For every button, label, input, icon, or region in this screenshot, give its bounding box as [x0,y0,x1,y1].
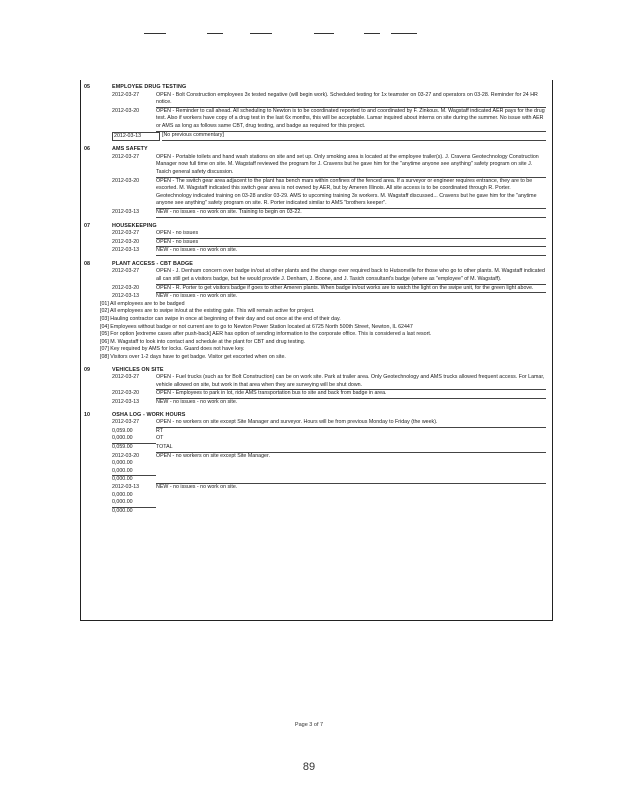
log-entry [112,209,546,218]
hours-row [112,435,546,444]
entry-date: 2012-03-20 [112,390,140,397]
hours-type: OT [156,435,164,442]
section-number: 05 [84,84,90,90]
entry-text: NEW - no issues - no work on site. [156,398,238,405]
section-number: 08 [84,260,90,267]
log-entry [112,453,546,461]
section-number: 06 [84,146,90,153]
hours-value: 0,000.00 [112,435,156,444]
entry-date: 2012-03-20 [112,177,140,184]
log-entry [112,230,546,239]
section-plant-access [84,261,546,362]
hours-row [112,492,546,500]
entry-date: 2012-03-20 [112,107,140,114]
hours-row [112,444,546,453]
page-number: 89 [302,761,316,773]
rule-item: [05] For option [extreme cases after push-back] AER has option of sending information to the corporate office. This is considered a last resort. [100,331,432,338]
entry-date: 2012-03-27 [112,230,140,237]
rule-item: [02] All employees are to swipe in/out at the existing gate. This will remain active for project. [100,308,315,315]
section-housekeeping [84,223,546,256]
log-entry [112,154,546,178]
rule-item: [03] Hauling contractor can swipe in once at beginning of their day and out once at the end of their day. [100,316,341,323]
section-number: 09 [84,366,90,373]
entry-date: 2012-03-20 [112,452,140,459]
entry-date: 2012-03-20 [112,238,140,245]
rule-item: [04] Employees without badge or not current are to go to Newton Power Station located at 6725 North 500th Street, Newton, IL 62447 [100,323,413,330]
rule-item: [07] Key required by AMS for locks. Guard does not have key. [100,346,245,353]
section-number: 10 [84,411,90,418]
log-entry [112,285,546,294]
section-osha-log [84,412,546,516]
hours-type [156,468,546,477]
section-vehicles-on-site [84,367,546,407]
log-entry [112,268,546,284]
hours-type: RT [156,427,163,434]
hours-type [156,476,546,484]
section-title: HOUSEKEEPING [112,222,157,229]
entry-text: OPEN - The switch gear area adjacent to the plant has bench mars within confines of the fenced area. If a surveyor or engineer requires entrance, they are to be escorted. M. Wagstaff indicated this switch gear area is not owned by AER, but by Ameren Illinois. All site access is to be coordinated through R. Porter. Geotechnology indicated training on 03-28 and/or 03-29. AMS to upcoming training 3x workers. M. Wagstaff discussed... Cravens but he gave him for the "anytime anyone see anything" safety program on site. R. Porter indicated similar to AMS "brothers keeper". [156,178,546,209]
hours-value: 0,000.00 [112,507,133,514]
access-rules-list [100,301,546,362]
hours-type: TOTAL [156,444,546,453]
rule-item: [06] M. Wagstaff to look into contact and schedule at the plant for CBT and drug testing. [100,338,306,345]
hours-row [112,460,546,468]
entry-text: [No previous commentary] [162,132,546,142]
hours-value: 0,059.00 [112,427,133,434]
entry-text: NEW - no issues - no work on site. [156,247,546,256]
hours-value: 0,000.00 [112,460,133,467]
entry-date: 2012-03-20 [112,284,140,291]
entry-date: 2012-03-13 [112,208,140,215]
log-entry [112,293,546,301]
header-redaction-marks [0,33,618,35]
entry-date: 2012-03-13 [112,398,140,405]
entry-date: 2012-03-13 [112,132,160,142]
log-entry [112,399,546,407]
section-title: EMPLOYEE DRUG TESTING [112,84,187,90]
entry-text: OPEN - R. Porter to get visitors badge if goes to other Ameren plants. When badge in/out works are to watch the light on the swipe unit, for the green light above. [156,285,546,294]
hours-type [156,499,546,508]
rule-item: [08] Visitors over 1-2 days have to get badge. Visitor get escorted when on site. [100,354,286,360]
hours-value: 0,000.00 [112,468,156,477]
page-of-label: Page 3 of 7 [294,722,324,728]
entry-text: OPEN - no issues [156,239,546,248]
entry-date: 2012-03-27 [112,153,140,160]
entry-date: 2012-03-27 [112,419,140,426]
log-entry [112,108,546,132]
entry-date: 2012-03-13 [112,483,140,490]
entry-date: 2012-03-27 [112,91,140,98]
log-entry [112,374,546,390]
entry-date: 2012-03-27 [112,268,140,275]
section-title: VEHICLES ON SITE [112,366,164,373]
section-title: PLANT ACCESS - CBT BADGE [112,260,193,267]
log-entry [112,178,546,209]
hours-row [112,508,546,516]
hours-value: 0,000.00 [112,499,156,508]
entry-date: 2012-03-27 [112,374,140,381]
entry-text: OPEN - no issues [156,230,546,239]
log-entry [112,92,546,108]
hours-row [112,476,546,484]
section-title: AMS SAFETY [112,146,148,153]
section-employee-drug-testing [84,84,546,141]
entry-date: 2012-03-13 [112,247,140,254]
entry-date: 2012-03-13 [112,293,140,300]
log-entry [112,419,546,428]
entry-text: NEW - no issues - no work on site. [156,293,238,300]
entry-text: NEW - no issues - no work on site. [156,483,238,490]
entry-text: OPEN - no workers on site except Site Manager. [156,452,270,459]
hours-value: 0,000.00 [112,476,133,483]
entry-text: OPEN - Portable toilets and hand wash stations on site and set up. Only smoking area is located at the employee trailer(s). J. Cravens Geotechnology Construction Manager now full time on site. M. Wagstaff reviewed the program for J. Cravens but he gave him for the "anytime anyone see anything" safety program on site J. Tasich general safety discussion. [156,154,546,178]
hours-type [156,460,546,468]
hours-row [112,428,546,436]
hours-row [112,499,546,508]
log-entry [112,132,546,142]
hours-row [112,468,546,477]
section-number: 07 [84,222,90,229]
entry-text: NEW - no issues - no work on site. Training to begin on 03-22. [156,209,546,218]
entry-text: OPEN - Fuel trucks (such as for Bolt Construction) can be on work site. Park at trailer area. Only Geotechnology and AMS trucks allowed frequent access. For Lamar, vehicle allowed on site, but work in that area when they are surveying will be shut down. [156,374,546,390]
entry-text: OPEN - no workers on site except Site Manager and surveyor. Hours will be from previous Monday to Friday (the week). [156,419,546,428]
report-body [84,84,546,515]
log-entry [112,239,546,248]
entry-text: OPEN - Reminder to call ahead. All scheduling to Newton is to be coordinated reported to and coordinated by F. Zinkous. M. Wagstaff indicated AER pays for the drug test. Also if workers have copy of a drug test in the last 6x months, this will be acceptable. Lamar inquired about interns on site during the summer. No issue with AER or AMS as long as follows same CBT, drug testing, and badge as required for this project. [156,108,546,132]
log-entry [112,390,546,399]
hours-type [156,492,546,500]
log-entry [112,484,546,492]
log-entry [112,247,546,256]
section-ams-safety [84,146,546,217]
section-title: OSHA LOG - WORK HOURS [112,411,186,418]
entry-text: OPEN - J. Denham concern over badge in/out at other plants and the change over required back to Hutsonville for those who go to other plants. M. Wagstaff indicated all can still get a visitors badge, but he would provide J. Denham, J. Boone, and J. Tasich consultant's badge (where as "employee" of M. Wagstaff). [156,268,546,284]
entry-text: OPEN - Bolt Construction employees 3x tested negative (will begin work). Scheduled testing for 1x teamster on 03-27 and operators on 03-28. Reminder for 24 HR notice. [156,92,546,108]
hours-type [156,508,546,516]
rule-item: [01] All employees are to be badged [100,300,185,307]
hours-value: 0,059.00 [112,443,133,450]
hours-value: 0,000.00 [112,491,133,498]
entry-text: OPEN - Employees to park in lot, ride AMS transportation bus to site and back from badge in area. [156,390,546,399]
